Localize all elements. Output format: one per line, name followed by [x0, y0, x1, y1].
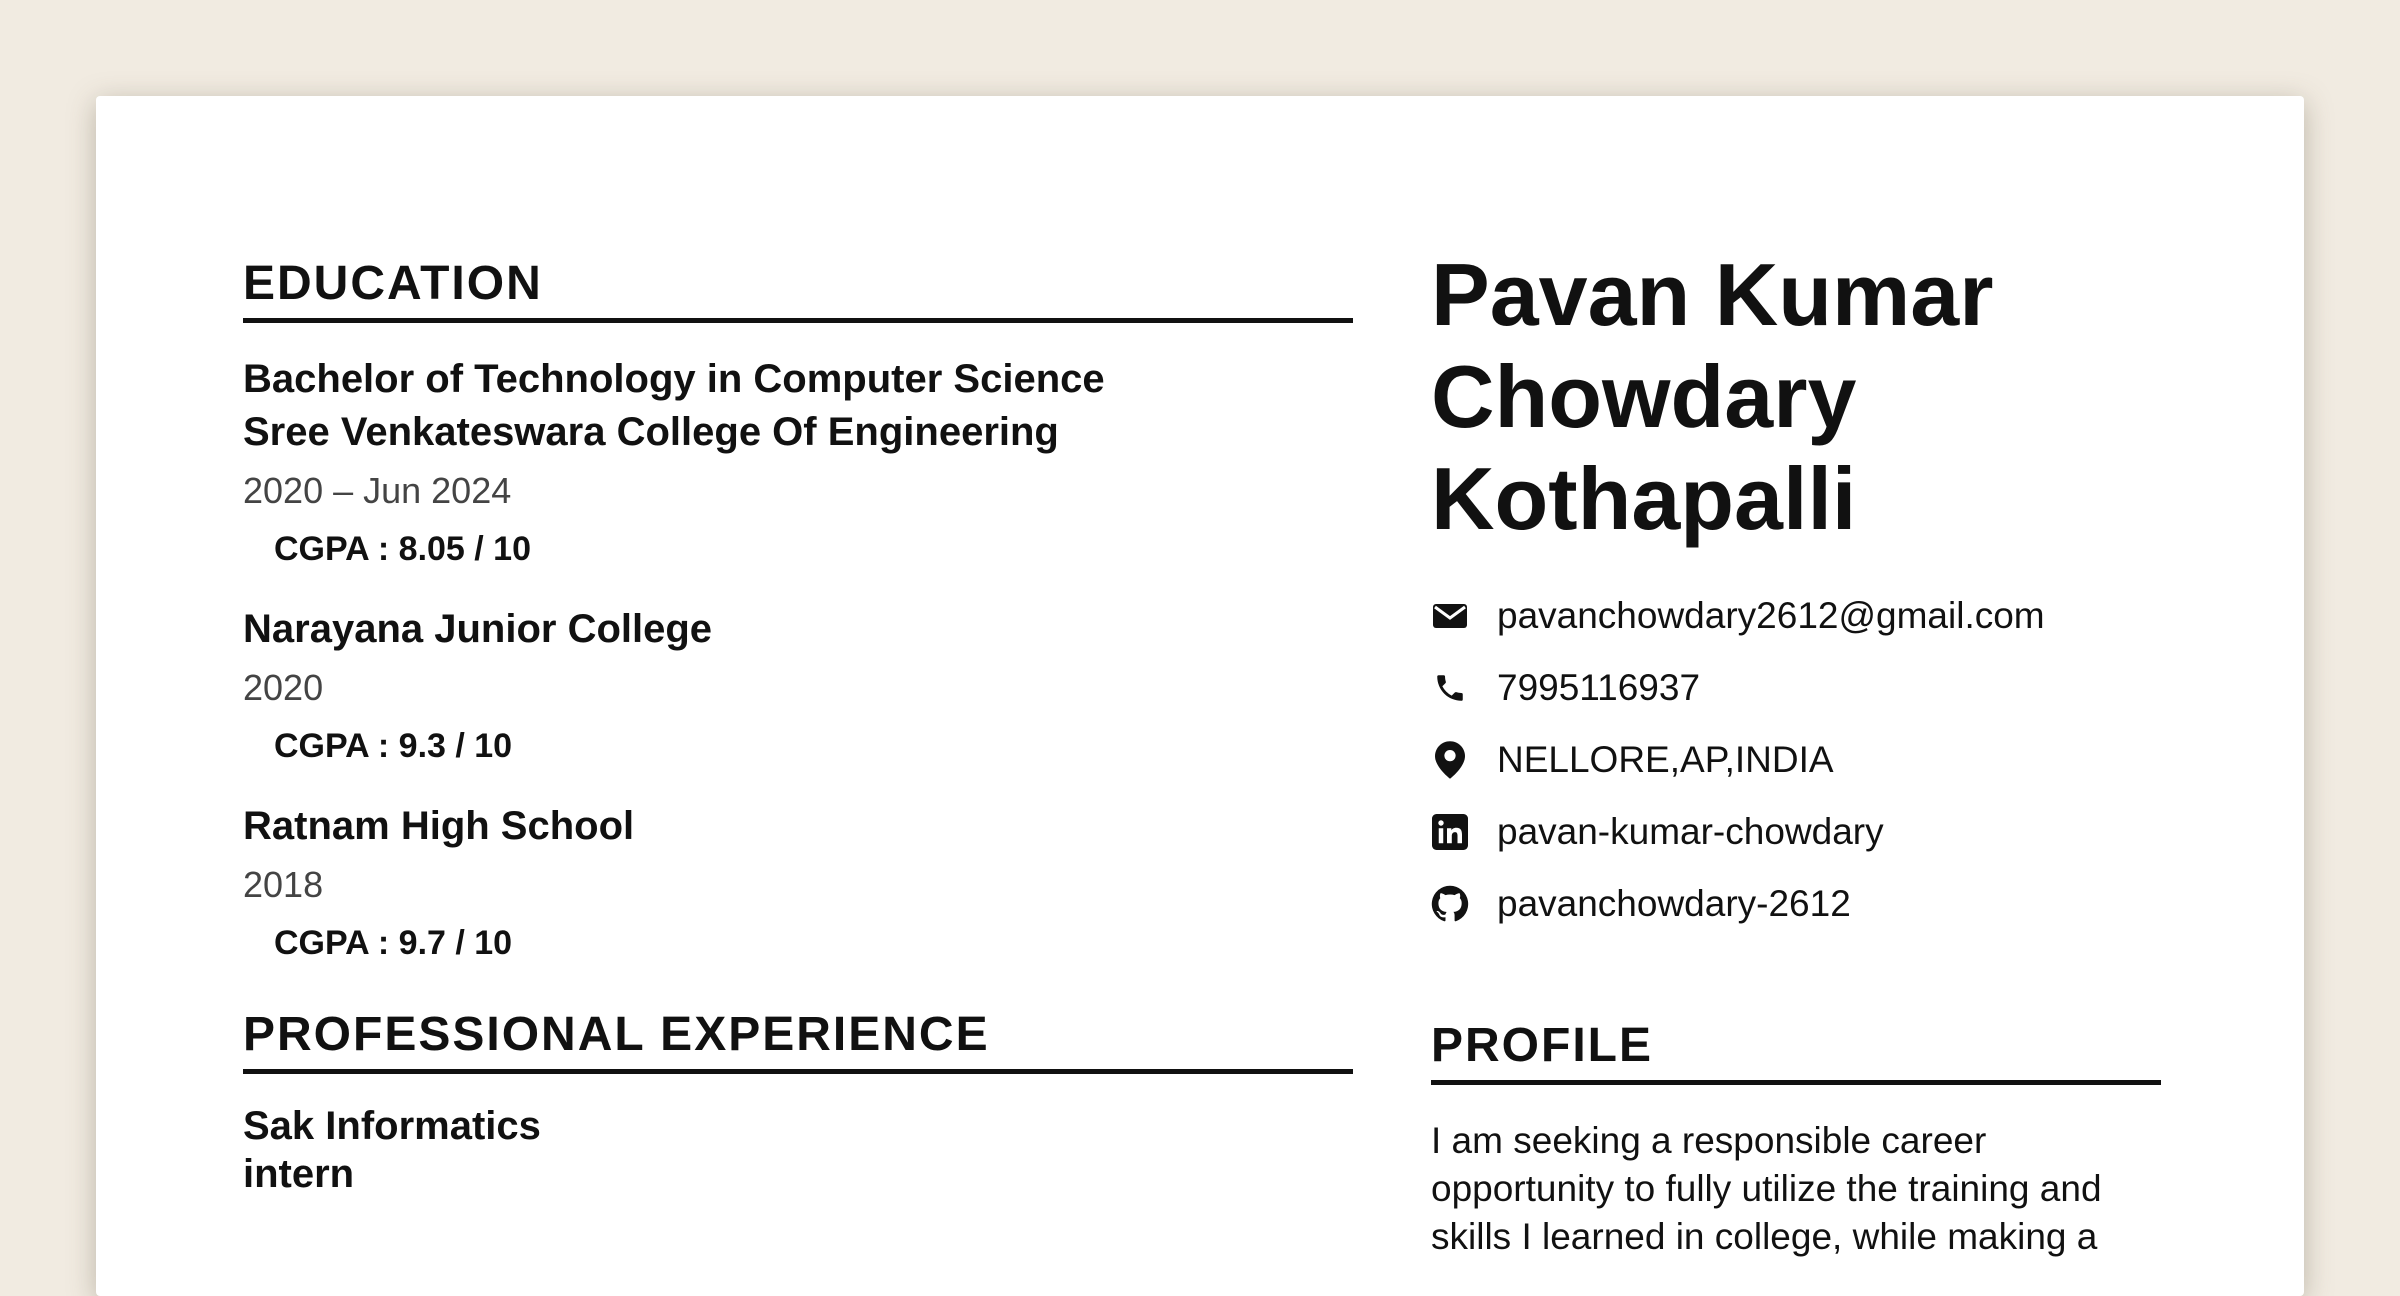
education-list	[243, 353, 1353, 965]
education-item	[243, 353, 1353, 571]
contact-phone[interactable]	[1431, 664, 2161, 712]
github-text: pavanchowdary-2612	[1497, 883, 1851, 924]
linkedin-icon	[1431, 813, 1469, 851]
profile-text: I am seeking a responsible career opportunity to fully utilize the training and skills I learned in college, while making a	[1431, 1120, 2102, 1257]
experience-section	[243, 1005, 1353, 1198]
location-icon	[1431, 741, 1469, 779]
education-date: 2020 – Jun 2024	[243, 470, 512, 511]
education-date: 2018	[243, 864, 324, 905]
education-item	[243, 800, 1353, 965]
education-name: Bachelor of Technology in Computer Science Sree Venkateswara College Of Engineering	[243, 357, 1105, 454]
contact-linkedin[interactable]	[1431, 808, 2161, 856]
education-score: CGPA : 9.7 / 10	[274, 924, 513, 962]
phone-text: 7995116937	[1497, 667, 1701, 708]
left-column	[243, 254, 1353, 1198]
email-text: pavanchowdary2612@gmail.com	[1497, 595, 2045, 636]
contact-email[interactable]	[1431, 592, 2161, 640]
experience-list	[243, 1102, 1353, 1198]
contact-location	[1431, 736, 2161, 784]
education-item	[243, 603, 1353, 768]
education-heading: EDUCATION	[243, 254, 1353, 323]
resume-sheet	[96, 96, 2304, 1296]
contact-list	[1431, 592, 2161, 928]
education-name: Ratnam High School	[243, 804, 635, 848]
profile-section	[1431, 1016, 2161, 1261]
github-icon	[1431, 885, 1469, 923]
education-score: CGPA : 8.05 / 10	[274, 530, 531, 568]
contact-github[interactable]	[1431, 880, 2161, 928]
education-date: 2020	[243, 667, 324, 708]
linkedin-text: pavan-kumar-chowdary	[1497, 811, 1884, 852]
education-name: Narayana Junior College	[243, 607, 713, 651]
phone-icon	[1431, 669, 1469, 707]
experience-role: intern	[243, 1152, 355, 1196]
candidate-name: Pavan Kumar Chowdary Kothapalli	[1431, 245, 1994, 548]
right-column	[1431, 244, 2161, 1261]
email-icon	[1431, 597, 1469, 635]
location-text: NELLORE,AP,INDIA	[1497, 739, 1834, 780]
experience-heading: PROFESSIONAL EXPERIENCE	[243, 1005, 1353, 1074]
education-score: CGPA : 9.3 / 10	[274, 727, 513, 765]
profile-heading: PROFILE	[1431, 1016, 2161, 1085]
experience-item	[243, 1102, 1353, 1198]
experience-company: Sak Informatics	[243, 1104, 541, 1148]
